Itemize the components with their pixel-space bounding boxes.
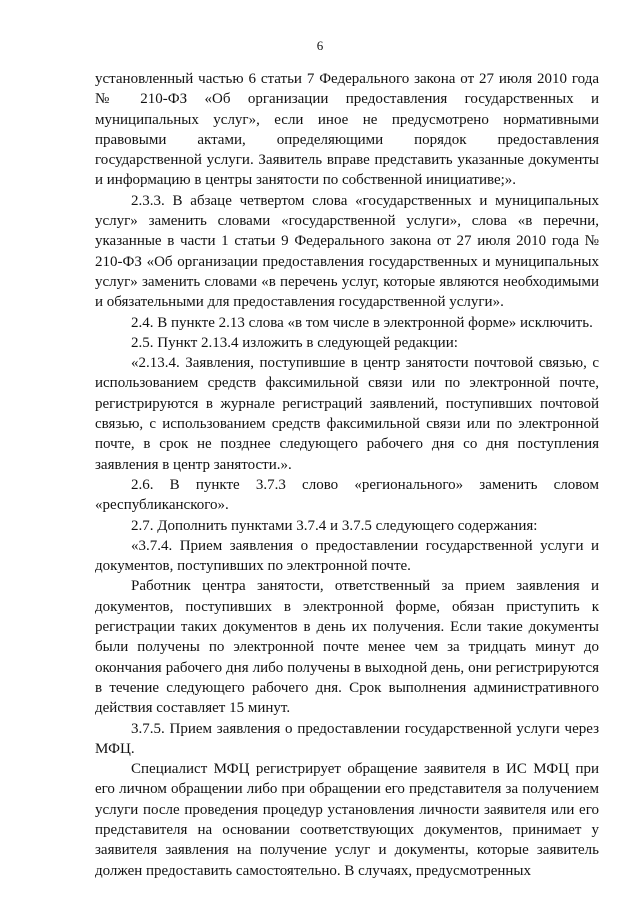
paragraph-3-7-5: 3.7.5. Прием заявления о предоставлении государственной услуги через МФЦ.: [95, 720, 599, 757]
paragraph-2-5: 2.5. Пункт 2.13.4 изложить в следующей редакции:: [131, 334, 458, 351]
paragraph-2-7: 2.7. Дополнить пунктами 3.7.4 и 3.7.5 следующего содержания:: [131, 517, 538, 534]
paragraph-employee-duties: Работник центра занятости, ответственный за прием заявления и документов, поступивших в электронной форме, обязан приступить к регистрации таких документов в день их получения. Если такие документы были получены по электронной почте менее чем за тридцать минут до окончания рабочего дня либо получены в выходной день, они регистрируются в течение следующего рабочего дня. Срок выполнения административного действия составляет 15 минут.: [95, 578, 599, 717]
paragraph-continuation: установленный частью 6 статьи 7 Федерального закона от 27 июля 2010 года № 210-ФЗ «Об организации предоставления государственных и муниципальных услуг», если иное не предусмотрено нормативными правовыми актами, определяющими порядок предоставления государственной услуги. Заявитель вправе представить указанные документы и информацию в центры занятости по собственной инициативе;».: [95, 71, 599, 189]
document-body: [95, 69, 599, 881]
page-number: 6: [316, 38, 324, 53]
paragraph-2-13-4-quote: «2.13.4. Заявления, поступившие в центр занятости почтовой связью, с использованием средств факсимильной связи или по электронной почте, регистрируются в журнале регистраций заявлений, поступивших почтовой связью, с использованием средств факсимильной связи или по электронной почте, в срок не позднее следующего рабочего дня со дня поступления заявления в центр занятости.».: [95, 355, 599, 473]
paragraph-3-7-4-quote: «3.7.4. Прием заявления о предоставлении государственной услуги и документов, поступивших по электронной почте.: [95, 537, 599, 575]
paragraph-mfc-specialist: Специалист МФЦ регистрирует обращение заявителя в ИС МФЦ при его личном обращении либо при обращении его представителя за получением услуги после проведения процедур установления личности заявителя или его представителя на основании соответствующих документов, принимает у заявителя заявления на получение услуг и документы, которые заявитель должен предоставить самостоятельно. В случаях, предусмотренных: [95, 761, 599, 879]
paragraph-2-4: 2.4. В пункте 2.13 слова «в том числе в электронной форме» исключить.: [131, 314, 593, 331]
paragraph-2-3-3: 2.3.3. В абзаце четвертом слова «государственных и муниципальных услуг» заменить словами «государственной услуги», слова «в перечни, указанные в части 1 статьи 9 Федерального закона от 27 июля 2010 года № 210-ФЗ «Об организации предоставления государственных и муниципальных услуг» заменить словами «в перечень услуг, которые являются необходимыми и обязательными для предоставления государственной услуги».: [95, 192, 599, 311]
paragraph-2-6: 2.6. В пункте 3.7.3 слово «регионального» заменить словом «республиканского».: [95, 476, 599, 514]
